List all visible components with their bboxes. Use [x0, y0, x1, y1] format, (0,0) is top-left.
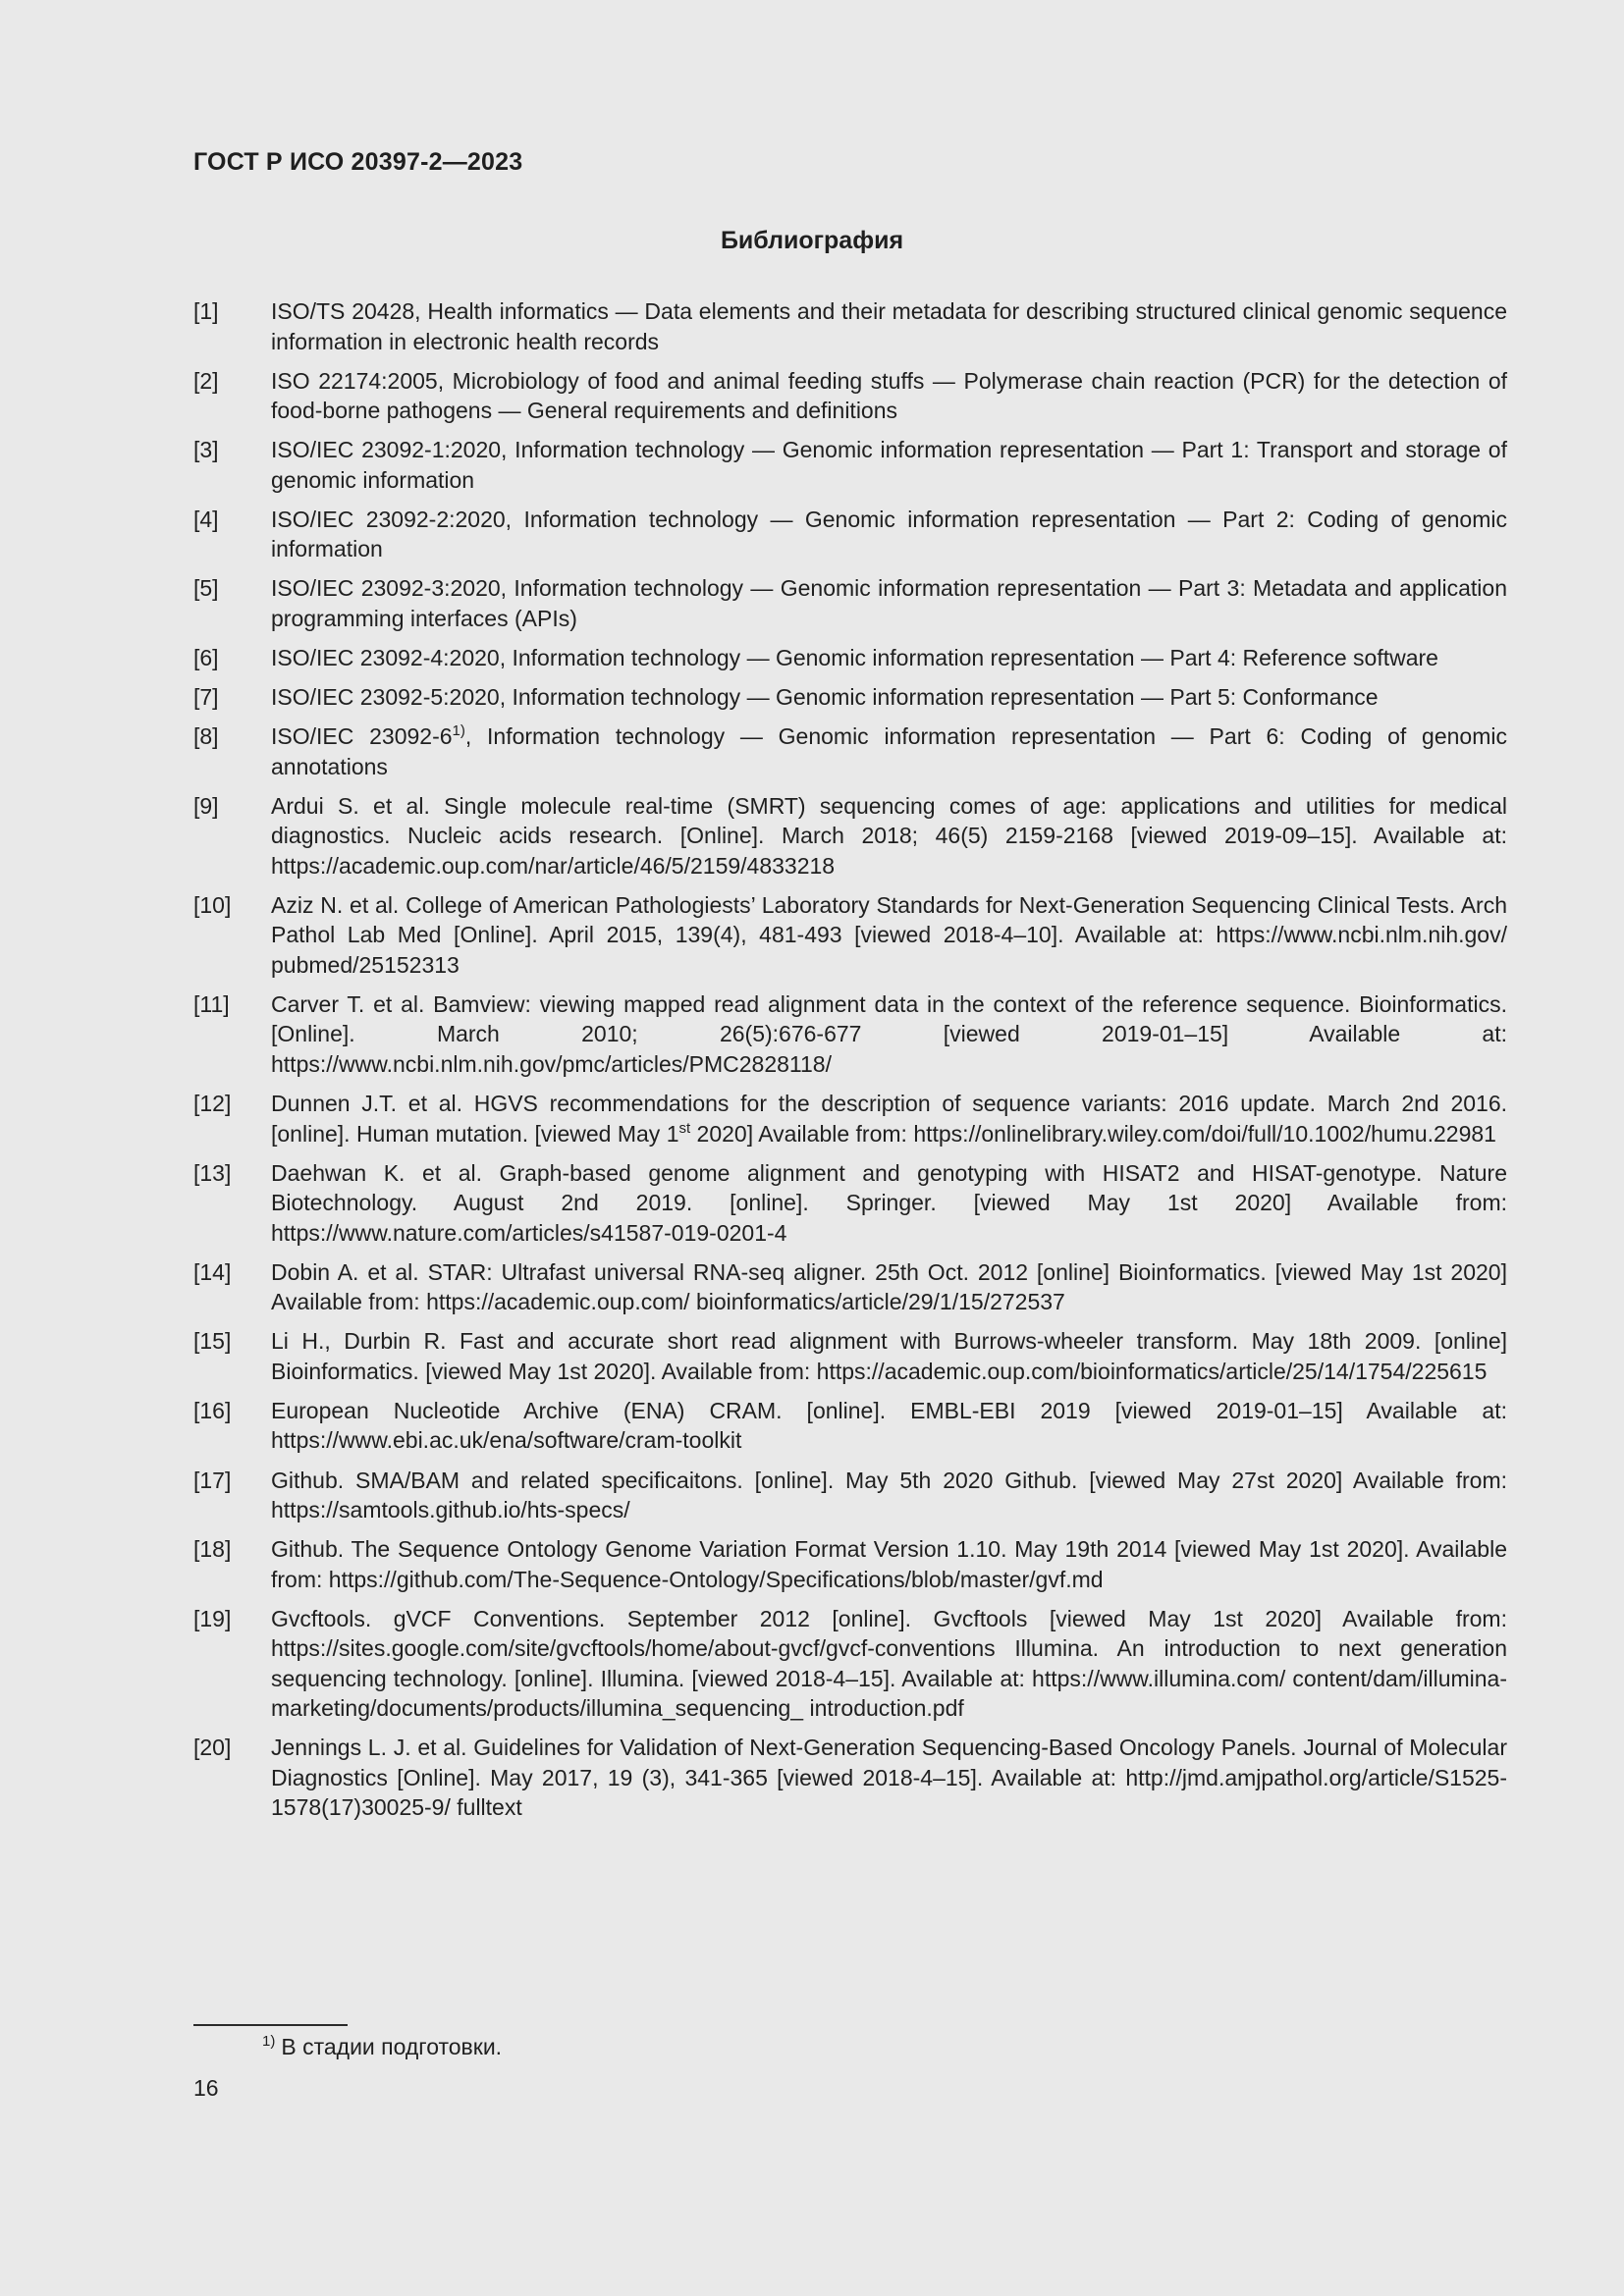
reference-number: [6] — [193, 644, 219, 670]
reference-text-part: 2020] Available from: https://onlinelibrary.wiley.com/doi/full/10.1002/humu.22981 — [690, 1120, 1496, 1147]
reference-text: Aziz N. et al. College of American Pathologiests’ Laboratory Standards for Next-Generation Sequencing Clinical Tests. Arch Pathol Lab Med [Online]. April 2015, 139(4), 481-493 [viewed 2018-4–10]. Available at: https://www.ncbi.nlm.nih.gov/ pubmed/25152313 — [271, 891, 1507, 978]
reference-number: [10] — [193, 891, 232, 918]
reference-item — [193, 1257, 1507, 1317]
reference-item — [193, 1604, 1507, 1724]
reference-item — [193, 366, 1507, 426]
reference-text: Github. SMA/BAM and related specificaitons. [online]. May 5th 2020 Github. [viewed May 27st 2020] Available from: https://samtools.github.io/hts-specs/ — [271, 1467, 1507, 1522]
reference-text: ISO/IEC 23092-5:2020, Information technology — Genomic information representation — Part 5: Conformance — [271, 684, 1379, 711]
reference-text: ISO/IEC 23092-3:2020, Information technology — Genomic information representation — Part 3: Metadata and application programming interfaces (APIs) — [271, 575, 1507, 631]
reference-number: [16] — [193, 1397, 232, 1423]
reference-text: Gvcftools. gVCF Conventions. September 2012 [online]. Gvcftools [viewed May 1st 2020] Available from: https://sites.google.com/site/gvcftools/home/about-gvcf/gvcf-conventions Illumina. An introduction to next generation sequencing technology. [online]. Illumina. [viewed 2018-4–15]. Available at: https://www.illumina.com/ content/dam/illumina-marketing/documents/products/illumina_sequencing_ introduction.pdf — [271, 1605, 1507, 1722]
reference-item — [193, 721, 1507, 781]
reference-item — [193, 1733, 1507, 1823]
reference-text: Ardui S. et al. Single molecule real-time (SMRT) sequencing comes of age: applications and utilities for medical diagnostics. Nucleic acids research. [Online]. March 2018; 46(5) 2159-2168 [viewed 2019-09–15]. Available at: https://academic.oup.com/nar/article/46/5/2159/4833218 — [271, 792, 1507, 879]
page-number: 16 — [193, 2075, 219, 2101]
reference-item — [193, 435, 1507, 495]
footnote — [262, 2032, 502, 2061]
reference-number: [1] — [193, 298, 219, 324]
reference-item — [193, 1326, 1507, 1386]
reference-text: Daehwan K. et al. Graph-based genome alignment and genotyping with HISAT2 and HISAT-genotype. Nature Biotechnology. August 2nd 2019. [online]. Springer. [viewed May 1st 2020] Available from: https://www.nature.com/articles/s41587-019-0201-4 — [271, 1159, 1507, 1246]
bibliography-title: Библиография — [720, 227, 904, 254]
reference-number: [15] — [193, 1328, 232, 1355]
reference-text — [271, 721, 1507, 781]
reference-item — [193, 1534, 1507, 1594]
reference-number: [7] — [193, 684, 219, 711]
reference-text-part: , Information technology — Genomic information representation — Part 6: Coding of genomic annotations — [271, 723, 1507, 779]
reference-item — [193, 682, 1507, 713]
reference-item — [193, 1158, 1507, 1249]
reference-text: European Nucleotide Archive (ENA) CRAM. [online]. EMBL-EBI 2019 [viewed 2019-01–15] Available at: https://www.ebi.ac.uk/ena/software/cram-toolkit — [271, 1397, 1507, 1454]
reference-text: Carver T. et al. Bamview: viewing mapped read alignment data in the context of the reference sequence. Bioinformatics. [Online]. March 2010; 26(5):676-677 [viewed 2019-01–15] Available at: https://www.ncbi.nlm.nih.gov/pmc/articles/PMC2828118/ — [271, 990, 1507, 1077]
reference-item — [193, 791, 1507, 881]
reference-item — [193, 1466, 1507, 1525]
reference-text: Github. The Sequence Ontology Genome Variation Format Version 1.10. May 19th 2014 [viewed May 1st 2020]. Available from: https://github.com/The-Sequence-Ontology/Specifications/blob/master/gvf.md — [271, 1536, 1507, 1592]
reference-number: [18] — [193, 1536, 232, 1563]
reference-text: Li H., Durbin R. Fast and accurate short read alignment with Burrows-wheeler transform. May 18th 2009. [online] Bioinformatics. [viewed May 1st 2020]. Available from: https://academic.oup.com/bioinformatics/article/25/14/1754/225615 — [271, 1328, 1507, 1384]
ordinal-superscript: st — [678, 1119, 691, 1137]
reference-text-part: Dunnen J.T. et al. HGVS recommendations for the description of sequence variants: 2016 update. March 2nd 2016. [online]. Human mutation. [viewed May 1 — [271, 1091, 1507, 1147]
reference-number: [20] — [193, 1735, 232, 1761]
reference-text: ISO/IEC 23092-4:2020, Information technology — Genomic information representation — Part 4: Reference software — [271, 644, 1438, 670]
reference-text: Jennings L. J. et al. Guidelines for Validation of Next-Generation Sequencing-Based Oncology Panels. Journal of Molecular Diagnostics [Online]. May 2017, 19 (3), 341-365 [viewed 2018-4–15]. Available at: http://jmd.amjpathol.org/article/S1525-1578(17)30025-9/ fulltext — [271, 1735, 1507, 1821]
reference-item — [193, 890, 1507, 981]
reference-number: [14] — [193, 1258, 232, 1285]
reference-text: ISO/TS 20428, Health informatics — Data elements and their metadata for describing structured clinical genomic sequence information in electronic health records — [271, 298, 1507, 354]
reference-number: [11] — [193, 990, 230, 1017]
reference-text: ISO/IEC 23092-1:2020, Information technology — Genomic information representation — Part 1: Transport and storage of genomic information — [271, 437, 1507, 493]
reference-number: [17] — [193, 1467, 232, 1493]
reference-item — [193, 573, 1507, 633]
reference-number: [4] — [193, 506, 219, 532]
reference-number: [12] — [193, 1091, 232, 1117]
reference-item — [193, 296, 1507, 356]
reference-number: [19] — [193, 1605, 232, 1631]
footnote-marker: 1) — [452, 722, 465, 740]
reference-item — [193, 505, 1507, 564]
footnote-divider — [193, 2024, 348, 2026]
reference-text-part: ISO/IEC 23092-6 — [271, 723, 453, 750]
document-code-header: ГОСТ Р ИСО 20397-2—2023 — [193, 148, 523, 176]
reference-number: [5] — [193, 575, 219, 602]
footnote-marker: 1) — [262, 2033, 276, 2050]
reference-number: [13] — [193, 1159, 232, 1186]
reference-item — [193, 1396, 1507, 1456]
reference-text: Dobin A. et al. STAR: Ultrafast universal RNA-seq aligner. 25th Oct. 2012 [online] Bioinformatics. [viewed May 1st 2020] Available from: https://academic.oup.com/ bioinformatics/article/29/1/15/272537 — [271, 1258, 1507, 1315]
reference-text: ISO/IEC 23092-2:2020, Information technology — Genomic information representation — Part 2: Coding of genomic information — [271, 506, 1507, 562]
reference-number: [2] — [193, 367, 219, 394]
reference-text — [271, 1089, 1507, 1148]
footnote-text: В стадии подготовки. — [281, 2034, 503, 2059]
reference-number: [8] — [193, 723, 219, 750]
reference-list — [193, 296, 1507, 1832]
reference-item — [193, 643, 1507, 673]
reference-item — [193, 1089, 1507, 1148]
reference-item — [193, 989, 1507, 1080]
reference-number: [9] — [193, 792, 219, 819]
reference-number: [3] — [193, 437, 219, 463]
reference-text: ISO 22174:2005, Microbiology of food and animal feeding stuffs — Polymerase chain reaction (PCR) for the detection of food-borne pathogens — General requirements and definitions — [271, 367, 1507, 424]
